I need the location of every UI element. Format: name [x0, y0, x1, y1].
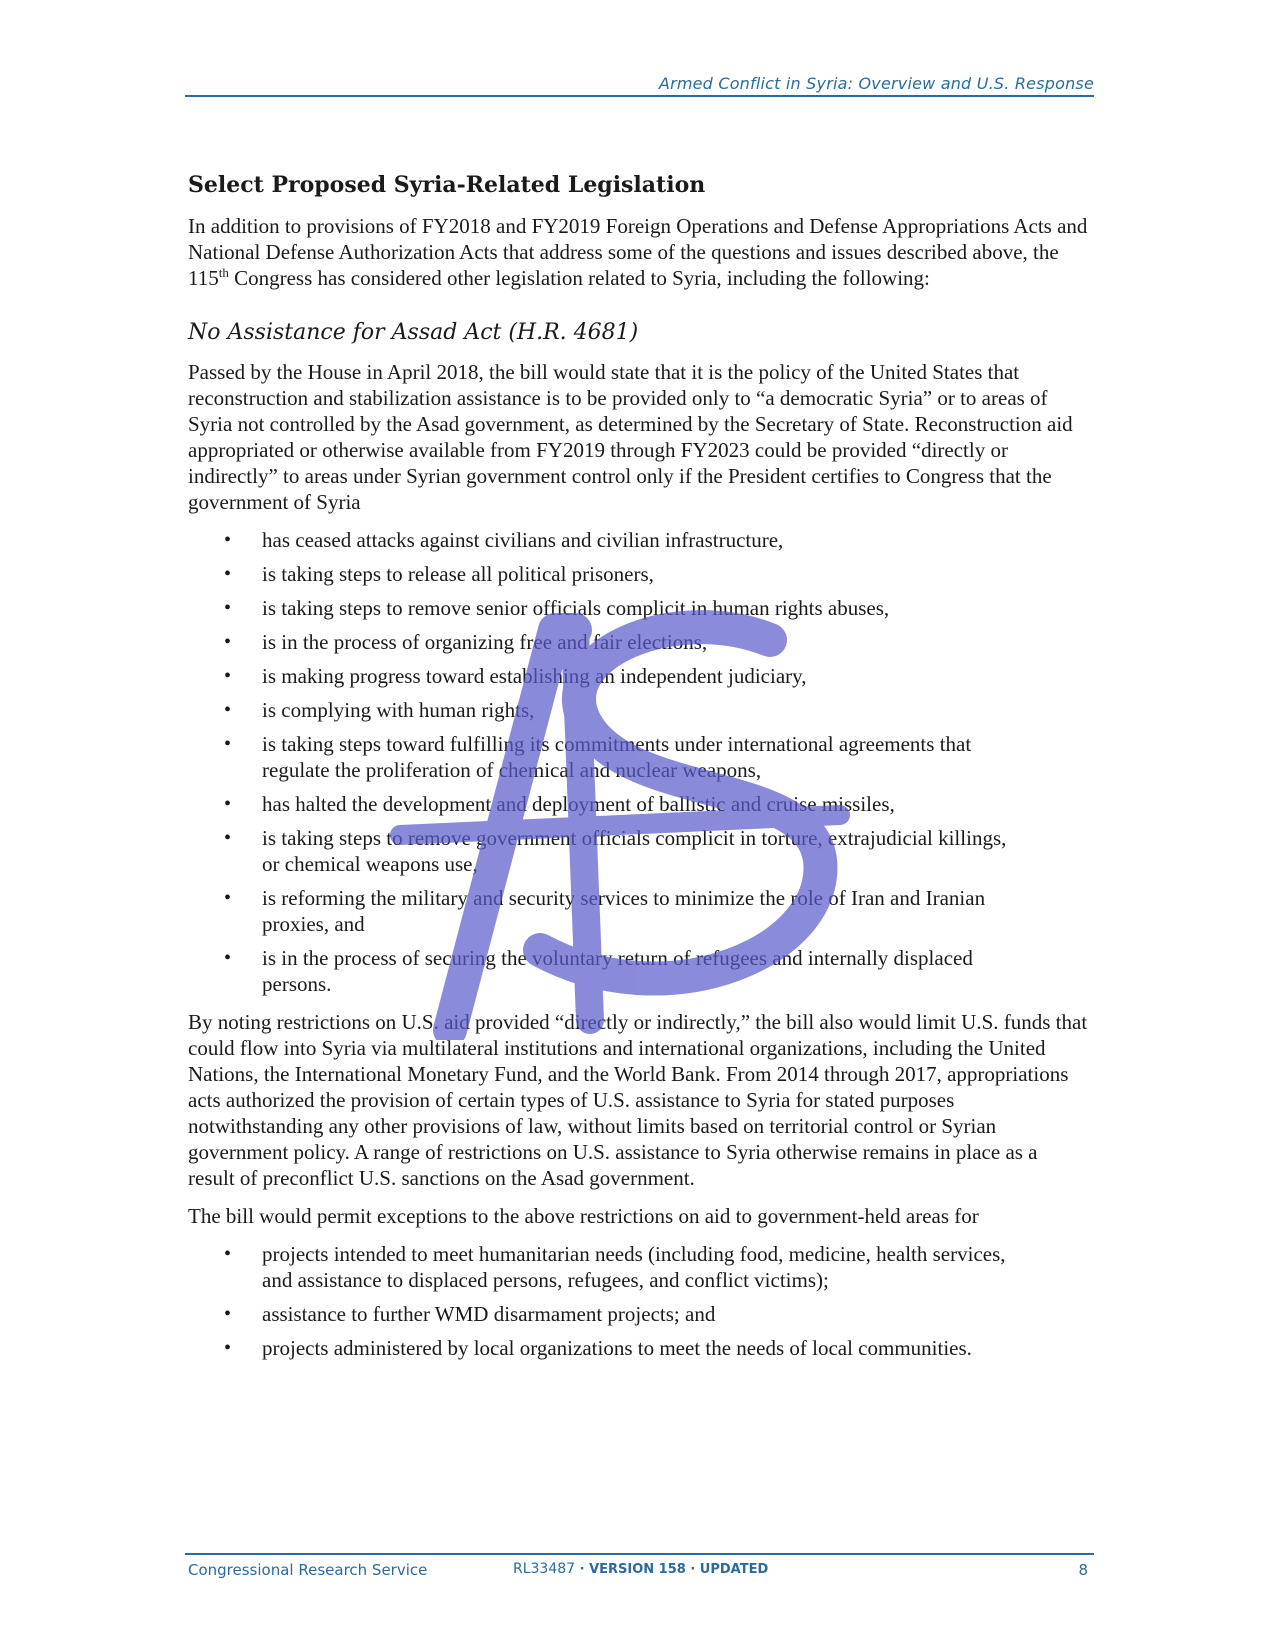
list-item-text: projects intended to meet humanitarian needs (including food, medicine, health services, and assistance to displaced persons, refugees, and conflict victims); — [262, 1242, 1006, 1292]
bullet-icon: • — [224, 827, 232, 849]
list-item-text: is complying with human rights, — [262, 698, 535, 722]
page-body — [188, 172, 1088, 1373]
exceptions-list — [188, 1241, 1022, 1361]
list-item-text: is making progress toward establishing an independent judiciary, — [262, 664, 807, 688]
bullet-icon: • — [224, 563, 232, 585]
list-item — [224, 1301, 1022, 1327]
bullet-icon: • — [224, 1337, 232, 1359]
bill-paragraph-2: By noting restrictions on U.S. aid provided “directly or indirectly,” the bill also would limit U.S. funds that could flow into Syria via multilateral institutions and international organizations, including the United Nations, the International Monetary Fund, and the World Bank. From 2014 through 2017, appropriations acts authorized the provision of certain types of U.S. assistance to Syria for stated purposes notwithstanding any other provisions of law, without limits based on territorial control or Syrian government policy. A range of restrictions on U.S. assistance to Syria otherwise remains in place as a result of preconflict U.S. sanctions on the Asad government. — [188, 1010, 1088, 1190]
bullet-icon: • — [224, 947, 232, 969]
list-item — [224, 825, 1022, 877]
intro-paragraph — [188, 213, 1088, 291]
conditions-list — [188, 527, 1022, 997]
list-item-text: is taking steps to remove senior officials complicit in human rights abuses, — [262, 596, 890, 620]
list-item — [224, 885, 1022, 937]
list-item — [224, 595, 1022, 621]
bullet-icon: • — [224, 1303, 232, 1325]
list-item — [224, 1335, 1022, 1361]
page-number: 8 — [1078, 1561, 1088, 1579]
list-item-text: is in the process of securing the voluntary return of refugees and internally displaced persons. — [262, 946, 973, 996]
list-item-text: is taking steps to release all political prisoners, — [262, 562, 654, 586]
page-footer — [188, 1561, 1088, 1585]
list-item-text: has halted the development and deployment of ballistic and cruise missiles, — [262, 792, 895, 816]
bullet-icon: • — [224, 665, 232, 687]
footer-organization: Congressional Research Service — [188, 1561, 428, 1579]
list-item — [224, 1241, 1022, 1293]
bullet-icon: • — [224, 1243, 232, 1265]
list-item — [224, 697, 1022, 723]
list-item-text: is reforming the military and security services to minimize the role of Iran and Iranian proxies, and — [262, 886, 986, 936]
list-item — [224, 731, 1022, 783]
bill-title: No Assistance for Assad Act (H.R. 4681) — [188, 320, 639, 345]
list-item — [224, 791, 1022, 817]
header-rule — [185, 95, 1094, 97]
running-header-title: Armed Conflict in Syria: Overview and U.S. Response — [658, 74, 1094, 93]
list-item — [224, 527, 1022, 553]
bill-paragraph-1: Passed by the House in April 2018, the bill would state that it is the policy of the United States that reconstruction and stabilization assistance is to be provided only to “a democratic Syria” or to areas of Syria not controlled by the Asad government, as determined by the Secretary of State. Reconstruction aid appropriated or otherwise available from FY2019 through FY2023 could be provided “directly or indirectly” to areas under Syrian government control only if the President certifies to Congress that the government of Syria — [188, 360, 1073, 514]
bullet-icon: • — [224, 887, 232, 909]
list-item-text: is taking steps to remove government officials complicit in torture, extrajudicial killings, or chemical weapons use, — [262, 826, 1007, 876]
bullet-icon: • — [224, 793, 232, 815]
intro-text: In addition to provisions of FY2018 and FY2019 Foreign Operations and Defense Appropriations Acts and National Defense Authorization Acts that address some of the questions and issues described above, the 115 — [188, 214, 1088, 290]
bill-paragraph-3: The bill would permit exceptions to the above restrictions on aid to government-held areas for — [188, 1204, 979, 1228]
list-item — [224, 663, 1022, 689]
list-item-text: is taking steps toward fulfilling its commitments under international agreements that regulate the proliferation of chemical and nuclear weapons, — [262, 732, 972, 782]
footer-rule — [185, 1553, 1094, 1555]
list-item-text: assistance to further WMD disarmament projects; and — [262, 1302, 716, 1326]
bullet-icon: • — [224, 631, 232, 653]
list-item — [224, 561, 1022, 587]
list-item-text: has ceased attacks against civilians and civilian infrastructure, — [262, 528, 784, 552]
ordinal-suffix: th — [218, 265, 229, 280]
section-title: Select Proposed Syria-Related Legislation — [188, 172, 706, 198]
report-number: RL33487 — [513, 1561, 576, 1577]
report-version: · VERSION 158 · UPDATED — [575, 1562, 769, 1577]
bullet-icon: • — [224, 529, 232, 551]
list-item — [224, 945, 1022, 997]
footer-report-id — [513, 1561, 768, 1577]
intro-text-continued: Congress has considered other legislation related to Syria, including the following: — [228, 266, 930, 290]
list-item-text: projects administered by local organizations to meet the needs of local communities. — [262, 1336, 972, 1360]
bullet-icon: • — [224, 733, 232, 755]
bullet-icon: • — [224, 699, 232, 721]
list-item-text: is in the process of organizing free and fair elections, — [262, 630, 708, 654]
bullet-icon: • — [224, 597, 232, 619]
list-item — [224, 629, 1022, 655]
